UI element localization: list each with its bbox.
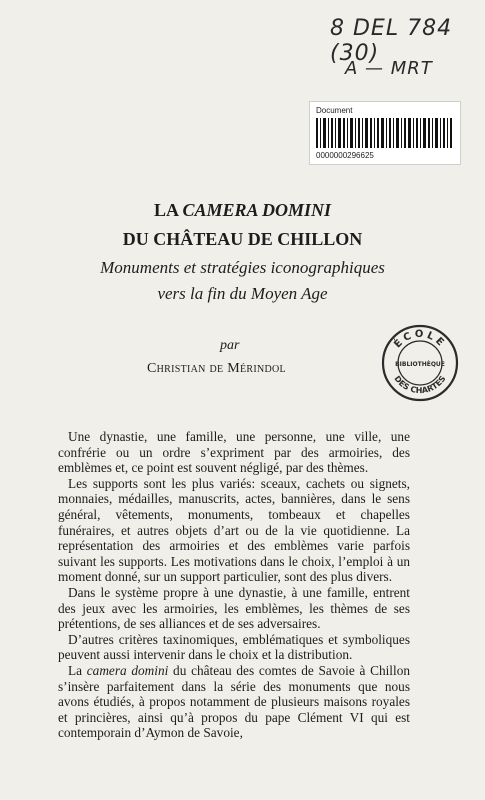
body-text <box>58 429 410 741</box>
library-stamp-icon <box>380 323 460 403</box>
barcode-icon <box>316 118 452 148</box>
paragraph: D’autres critères taxinomiques, emblématiques et symboliques peuvent aussi intervenir dans le choix et la distribution. <box>58 631 410 663</box>
paragraph: Une dynastie, une famille, une personne, une ville, une confrérie ou un ordre s’expriment par des armoiries, des emblèmes et, ce point est souvent négligé, par des thèmes. <box>58 429 410 476</box>
title-line-1: LA CAMERA DOMINI <box>153 200 332 220</box>
svg-text:BIBLIOTHÈQUE: BIBLIOTHÈQUE <box>395 361 445 368</box>
paragraph: Les supports sont les plus variés: sceaux, cachets ou signets, monnaies, médailles, manuscrits, actes, bannières, dans le sens général, vêtements, monuments, tombeaux et chapelles funéraires, et autres objets d’art ou de la vie quotidienne. La représentation des armoiries et des emblèmes varie parfois suivant les supports. Les motivations dans le choix, l’emploi à un moment donné, sur un support particulier, sont des plus divers. <box>58 475 410 585</box>
paragraph: La camera domini du château des comtes de Savoie à Chillon s’insère parfaitement dans la série des monuments que nous avons étudiés, à propos notamment de plusieurs maisons royales et princières, ainsi qu’à propos du pape Clément VI qui est contemporain d’Aymon de Savoie, <box>58 662 410 741</box>
barcode-label-sticker <box>309 101 461 165</box>
barcode-number: 0000000296625 <box>316 151 374 160</box>
svg-text:DES CHARTES: DES CHARTES <box>392 374 448 396</box>
italic-term: camera domini <box>86 662 169 678</box>
svg-text:ÉCOLE: ÉCOLE <box>392 328 448 351</box>
barcode-title: Document <box>316 106 353 115</box>
author-name: Christian de Mérindol <box>147 361 286 376</box>
handwritten-note: A — MRT <box>345 58 433 79</box>
byline-par: par <box>220 338 240 353</box>
subtitle-line-2: vers la fin du Moyen Age <box>157 284 328 303</box>
subtitle-line-1: Monuments et stratégies iconographiques <box>100 258 385 277</box>
handwritten-shelfmark: 8 DEL 784 (30) <box>330 16 453 66</box>
paragraph: Dans le système propre à une dynastie, à une famille, entrent des jeux avec les armoiries, les emblèmes, les thèmes de ses prétentions, de ses alliances et de ses adversaires. <box>58 584 410 632</box>
title-line-2: DU CHÂTEAU DE CHILLON <box>122 229 363 249</box>
